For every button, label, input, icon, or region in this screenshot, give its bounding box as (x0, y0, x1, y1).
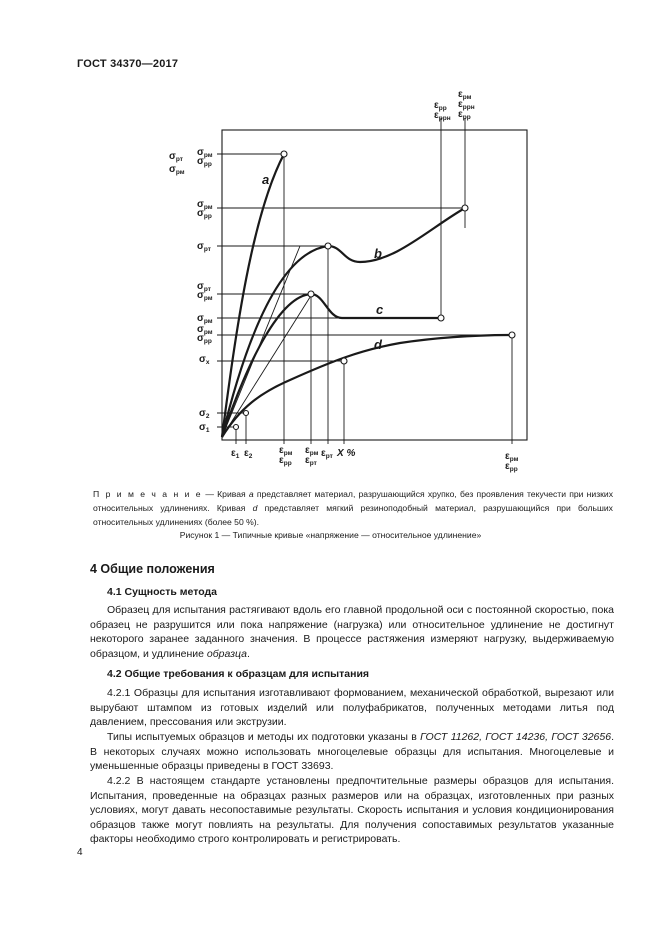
svg-text:σрм: $\sigma_{рм}$ (197, 199, 213, 211)
label-curve-d: d (374, 337, 382, 352)
svg-text:σрм: $\sigma_{рм}$ (197, 290, 213, 302)
y-axis-labels (169, 147, 213, 434)
curve-d (222, 335, 512, 437)
svg-text:εрр: $\varepsilon_{рр}$ (458, 109, 471, 121)
svg-text:σрр: $\sigma_{рр}$ (197, 208, 212, 220)
figure-caption: Рисунок 1 — Типичные кривые «напряжение — относительное удлинение» (179, 530, 482, 540)
label-curve-a: a (262, 172, 270, 187)
svg-text:ε1: $\varepsilon_1$ (231, 448, 240, 460)
curve-c (222, 294, 441, 437)
curve-a (222, 154, 284, 437)
svg-text:εрм: $\varepsilon_{рм}$ (279, 445, 293, 457)
reference-lines (222, 118, 512, 444)
svg-text:σрт: $\sigma_{рт}$ (169, 151, 183, 163)
svg-text:σрм: $\sigma_{рм}$ (197, 324, 213, 336)
svg-text:σрм: $\sigma_{рм}$ (197, 147, 213, 159)
paragraph-4-2-1: 4.2.1 Образцы для испытания изготавливают формованием, механической обработкой, вырезают или вырубают штампом из готовых изделий или полуфабрикатов, полученных методами литья под давлением, прессования или экструзии. (90, 687, 614, 729)
svg-text:ε2: $\varepsilon_2$ (244, 448, 253, 460)
svg-text:σ1: $\sigma_1$ (199, 422, 210, 434)
section-4-2-heading: 4.2 Общие требования к образцам для испытания (107, 668, 370, 680)
curve-b (222, 208, 465, 437)
document-header: ГОСТ 34370—2017 (77, 58, 179, 70)
svg-text:εрр: $\varepsilon_{рр}$ (505, 461, 518, 473)
label-curve-b: b (374, 246, 382, 261)
svg-text:σx: $\sigma_x$ (199, 354, 210, 366)
svg-text:εрм: $\varepsilon_{рм}$ (458, 89, 472, 101)
svg-text:σ2: $\sigma_2$ (199, 408, 210, 420)
svg-text:εрт: $\varepsilon_{рт}$ (321, 448, 333, 460)
section-4-heading: 4 Общие положения (90, 562, 215, 576)
top-labels (434, 89, 475, 122)
svg-text:σрр: $\sigma_{рр}$ (197, 333, 212, 345)
svg-text:εррн: $\varepsilon_{ррн}$ (434, 110, 451, 122)
figure-note: П р и м е ч а н и е — Кривая a представляет материал, разрушающийся хрупко, без проявления текучести при низких относительных удлинениях. Кривая d представляет мягкий резиноподобный материал, разрушающийся при больших относительных удлинениях (более 50 %). (93, 489, 613, 527)
svg-text:σрр: $\sigma_{рр}$ (197, 156, 212, 168)
svg-text:εрм: $\varepsilon_{рм}$ (305, 445, 319, 457)
page-number: 4 (77, 847, 83, 858)
svg-text:σрм: $\sigma_{рм}$ (169, 164, 185, 176)
svg-text:εрр: $\varepsilon_{рр}$ (279, 455, 292, 467)
svg-text:σрт: $\sigma_{рт}$ (197, 281, 211, 293)
svg-text:εррн: $\varepsilon_{ррн}$ (458, 99, 475, 111)
x-axis-labels (231, 445, 519, 473)
note-label: П р и м е ч а н и е (93, 489, 203, 499)
svg-text:σрт: $\sigma_{рт}$ (197, 241, 211, 253)
label-curve-c: c (376, 302, 384, 317)
paragraph-4-2-2: 4.2.2 В настоящем стандарте установлены предпочтительные размеры образцов для испытания. Испытания, проведенные на образцах разных размеров или на образцах, изготовленных при разных условиях, могут давать несопоставимые результаты. Скорость испытания и условия кондиционирования образцов также могут повлиять на результаты. Для получения сопоставимых результатов указанные факторы необходимо строго контролировать и регистрировать. (90, 775, 614, 846)
paragraph-4-1: Образец для испытания растягивают вдоль его главной продольной оси с постоянной скоростью, пока образец не разрушится или пока напряжение (нагрузка) или относительное удлинение не достигнут некоторого заранее заданного значения. В процессе растяжения измеряют нагрузку, выдерживаемую образцом, и удлинение образца. (90, 604, 614, 660)
svg-text:εрм: $\varepsilon_{рм}$ (505, 451, 519, 463)
section-4-1-heading: 4.1 Сущность метода (107, 586, 218, 598)
svg-text:σрм: $\sigma_{рм}$ (197, 313, 213, 325)
svg-text:εрр: $\varepsilon_{рр}$ (434, 100, 447, 112)
svg-text:X %: X % (337, 448, 356, 459)
y-ticks (217, 154, 222, 427)
curves (222, 154, 512, 437)
paragraph-4-2-1-types: Типы испытуемых образцов и методы их подготовки указаны в ГОСТ 11262, ГОСТ 14236, ГОСТ 32656. В некоторых случаях можно использовать многоцелевые образцы для испытания. Многоцелевые и уменьшенные образцы приведены в ГОСТ 33693. (90, 731, 614, 773)
svg-text:εрт: $\varepsilon_{рт}$ (305, 455, 317, 467)
